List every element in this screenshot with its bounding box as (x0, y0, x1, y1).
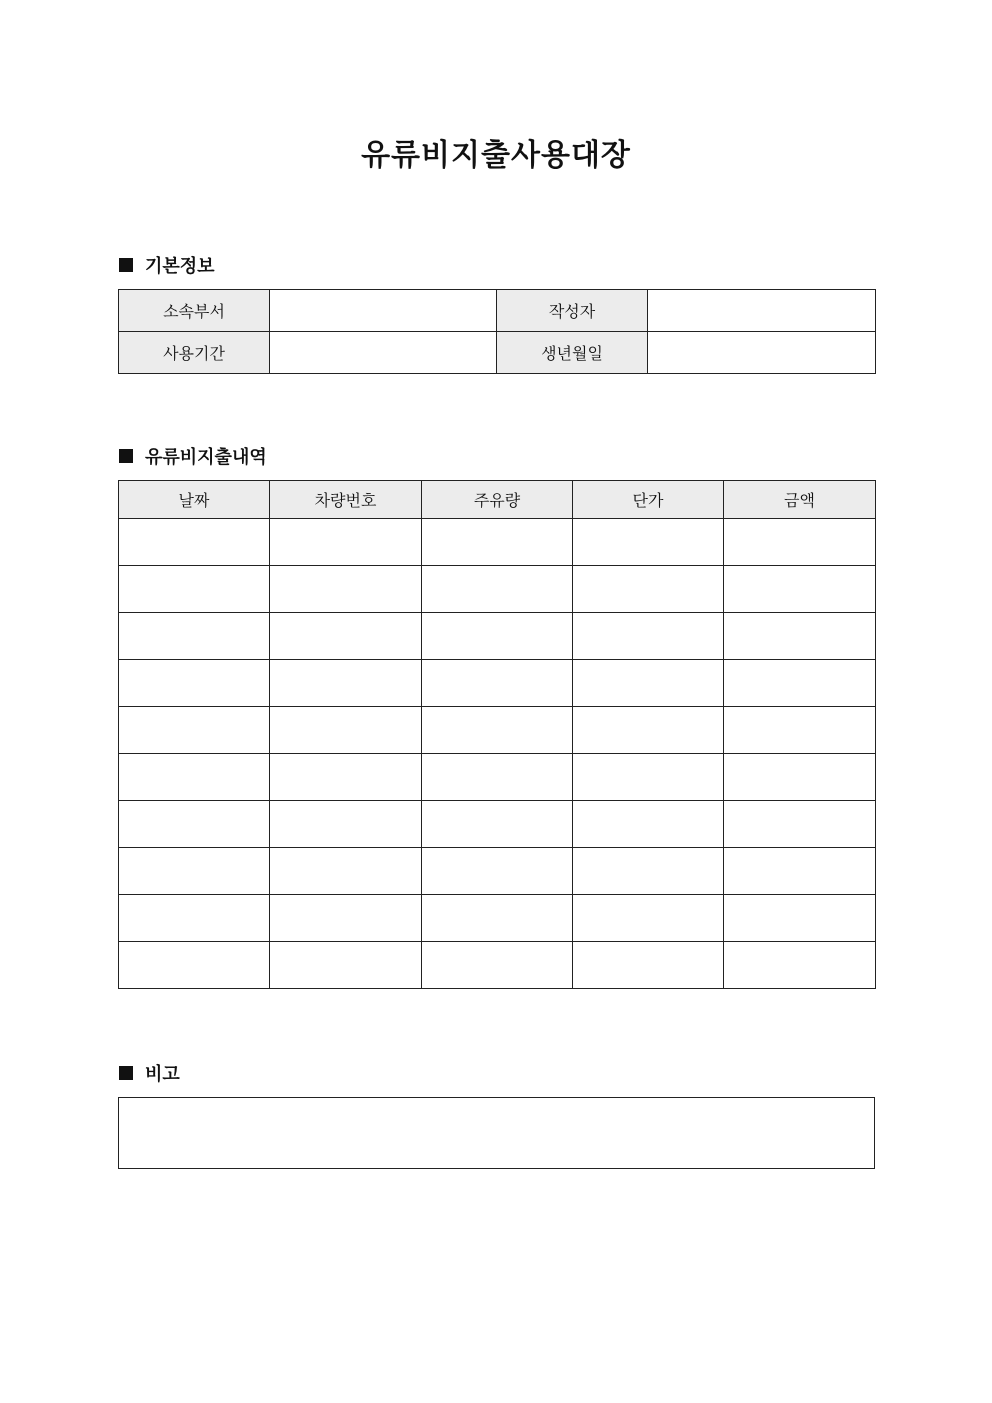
department-label: 소속부서 (119, 290, 270, 332)
column-header-unit-price: 단가 (573, 481, 724, 519)
black-square-icon (119, 1066, 133, 1080)
fuel-amount-cell[interactable] (422, 613, 573, 660)
total-cell[interactable] (724, 895, 876, 942)
black-square-icon (119, 449, 133, 463)
expenses-heading-label: 유류비지출내역 (145, 447, 267, 468)
fuel-amount-cell[interactable] (422, 660, 573, 707)
total-cell[interactable] (724, 754, 876, 801)
date-cell[interactable] (119, 942, 270, 989)
total-cell[interactable] (724, 848, 876, 895)
fuel-amount-cell[interactable] (422, 519, 573, 566)
total-cell[interactable] (724, 519, 876, 566)
date-cell[interactable] (119, 848, 270, 895)
table-row (119, 754, 876, 801)
total-cell[interactable] (724, 942, 876, 989)
vehicle-number-cell[interactable] (270, 754, 422, 801)
vehicle-number-cell[interactable] (270, 942, 422, 989)
vehicle-number-cell[interactable] (270, 519, 422, 566)
fuel-amount-cell[interactable] (422, 942, 573, 989)
table-row (119, 566, 876, 613)
vehicle-number-cell[interactable] (270, 801, 422, 848)
table-row (119, 848, 876, 895)
basic-info-row (119, 332, 876, 374)
total-cell[interactable] (724, 613, 876, 660)
date-cell[interactable] (119, 801, 270, 848)
column-header-total: 금액 (724, 481, 876, 519)
black-square-icon (119, 258, 133, 272)
unit-price-cell[interactable] (573, 660, 724, 707)
date-cell[interactable] (119, 707, 270, 754)
column-header-date: 날짜 (119, 481, 270, 519)
vehicle-number-cell[interactable] (270, 566, 422, 613)
basic-info-heading-label: 기본정보 (145, 256, 215, 277)
basic-info-table (118, 289, 876, 374)
date-cell[interactable] (119, 519, 270, 566)
expense-header-row (119, 481, 876, 519)
total-cell[interactable] (724, 660, 876, 707)
vehicle-number-cell[interactable] (270, 660, 422, 707)
department-field[interactable] (270, 290, 497, 332)
vehicle-number-cell[interactable] (270, 848, 422, 895)
vehicle-number-cell[interactable] (270, 895, 422, 942)
fuel-amount-cell[interactable] (422, 801, 573, 848)
table-row (119, 801, 876, 848)
basic-info-heading (119, 253, 215, 277)
unit-price-cell[interactable] (573, 519, 724, 566)
vehicle-number-cell[interactable] (270, 613, 422, 660)
table-row (119, 942, 876, 989)
unit-price-cell[interactable] (573, 566, 724, 613)
column-header-vehicle-number: 차량번호 (270, 481, 422, 519)
total-cell[interactable] (724, 566, 876, 613)
table-row (119, 660, 876, 707)
unit-price-cell[interactable] (573, 895, 724, 942)
unit-price-cell[interactable] (573, 613, 724, 660)
date-cell[interactable] (119, 613, 270, 660)
date-cell[interactable] (119, 660, 270, 707)
usage-period-field[interactable] (270, 332, 497, 374)
date-cell[interactable] (119, 566, 270, 613)
author-label: 작성자 (497, 290, 648, 332)
total-cell[interactable] (724, 801, 876, 848)
total-cell[interactable] (724, 707, 876, 754)
basic-info-row (119, 290, 876, 332)
expense-table-body (119, 519, 876, 989)
vehicle-number-cell[interactable] (270, 707, 422, 754)
page-title: 유류비지출사용대장 (361, 138, 631, 173)
unit-price-cell[interactable] (573, 801, 724, 848)
remarks-field[interactable] (118, 1097, 875, 1169)
fuel-amount-cell[interactable] (422, 566, 573, 613)
table-row (119, 895, 876, 942)
expenses-heading (119, 444, 267, 468)
table-row (119, 613, 876, 660)
unit-price-cell[interactable] (573, 707, 724, 754)
date-cell[interactable] (119, 895, 270, 942)
fuel-amount-cell[interactable] (422, 895, 573, 942)
fuel-amount-cell[interactable] (422, 754, 573, 801)
birth-date-field[interactable] (648, 332, 876, 374)
remarks-heading-label: 비고 (145, 1064, 180, 1085)
author-field[interactable] (648, 290, 876, 332)
unit-price-cell[interactable] (573, 848, 724, 895)
table-row (119, 519, 876, 566)
unit-price-cell[interactable] (573, 754, 724, 801)
column-header-fuel-amount: 주유량 (422, 481, 573, 519)
unit-price-cell[interactable] (573, 942, 724, 989)
date-cell[interactable] (119, 754, 270, 801)
table-row (119, 707, 876, 754)
usage-period-label: 사용기간 (119, 332, 270, 374)
remarks-heading (119, 1061, 180, 1085)
birth-date-label: 생년월일 (497, 332, 648, 374)
expense-table (118, 480, 876, 989)
fuel-amount-cell[interactable] (422, 848, 573, 895)
fuel-amount-cell[interactable] (422, 707, 573, 754)
